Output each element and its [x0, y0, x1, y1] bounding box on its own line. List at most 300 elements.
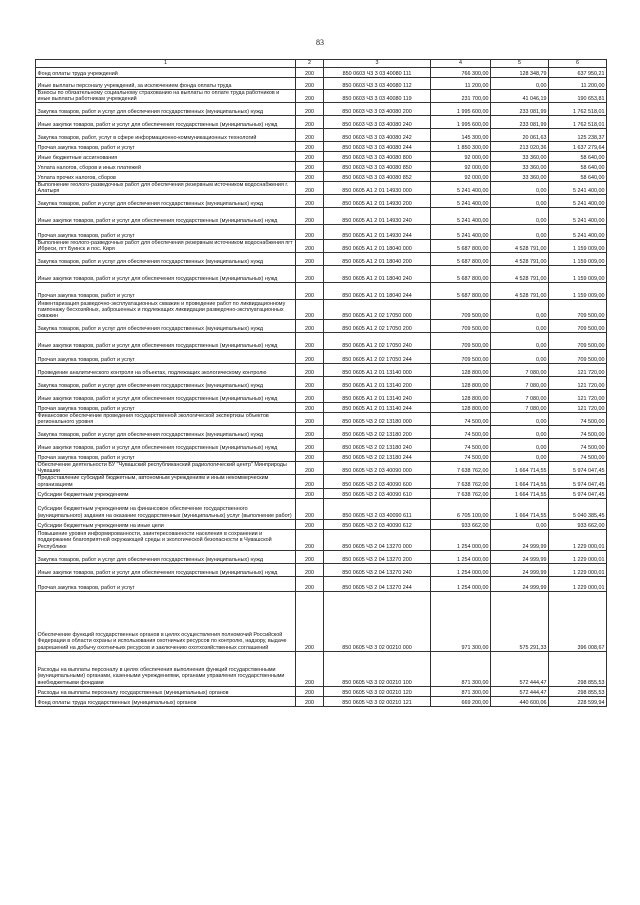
row-remaining-amount: 637 950,21 — [549, 68, 607, 78]
row-code: 200 — [296, 413, 324, 426]
table-row — [36, 253, 607, 266]
row-budget-classification: 850 0605 Ч3 3 02 00210 121 — [324, 696, 431, 706]
row-approved-amount: 5 687 800,00 — [431, 283, 491, 300]
row-approved-amount: 1 254 000,00 — [431, 576, 491, 591]
row-code: 200 — [296, 333, 324, 350]
row-code: 200 — [296, 651, 324, 686]
row-description: Иные закупки товаров, работ и услуг для обеспечения государственных (муниципальных) нужд — [36, 208, 296, 225]
row-budget-classification: 850 0605 А1 2 01 14930 240 — [324, 208, 431, 225]
row-description: Закупка товаров, работ, услуг в сфере информационно-коммуникационных технологий — [36, 129, 296, 142]
row-remaining-amount: 5 241 400,00 — [549, 208, 607, 225]
row-description: Иные закупки товаров, работ и услуг для обеспечения государственных (муниципальных) нужд — [36, 116, 296, 129]
row-executed-amount: 1 664 714,55 — [491, 475, 549, 488]
row-description: Прочая закупка товаров, работ и услуг — [36, 403, 296, 413]
row-budget-classification: 850 0603 Ч3 3 03 40080 244 — [324, 142, 431, 152]
row-remaining-amount: 1 159 009,00 — [549, 240, 607, 253]
row-executed-amount: 128 348,79 — [491, 68, 549, 78]
table-row — [36, 90, 607, 103]
row-approved-amount: 5 241 400,00 — [431, 208, 491, 225]
table-row — [36, 129, 607, 142]
table-row — [36, 576, 607, 591]
row-approved-amount: 971 300,00 — [431, 591, 491, 651]
row-description: Обеспечение деятельности БУ "Чувашский республиканский радиологический центр" Минприроды Чувашии — [36, 462, 296, 475]
row-executed-amount: 7 080,00 — [491, 403, 549, 413]
row-code: 200 — [296, 475, 324, 488]
table-row — [36, 266, 607, 283]
table-row — [36, 142, 607, 152]
row-budget-classification: 850 0605 А1 2 01 18040 244 — [324, 283, 431, 300]
table-row — [36, 103, 607, 116]
row-approved-amount: 1 995 600,00 — [431, 103, 491, 116]
row-remaining-amount: 5 040 385,45 — [549, 498, 607, 519]
row-remaining-amount: 1 159 009,00 — [549, 266, 607, 283]
row-remaining-amount: 1 762 518,01 — [549, 103, 607, 116]
column-header: 2 — [296, 60, 324, 68]
row-approved-amount: 7 638 762,00 — [431, 488, 491, 498]
table-row — [36, 475, 607, 488]
row-description: Прочая закупка товаров, работ и услуг — [36, 452, 296, 462]
row-executed-amount: 7 080,00 — [491, 364, 549, 377]
row-remaining-amount: 1 229 000,01 — [549, 576, 607, 591]
table-row — [36, 195, 607, 208]
table-row — [36, 519, 607, 529]
row-remaining-amount: 58 640,00 — [549, 172, 607, 182]
table-row — [36, 320, 607, 333]
row-code: 200 — [296, 129, 324, 142]
row-executed-amount: 0,00 — [491, 426, 549, 439]
row-approved-amount: 1 254 000,00 — [431, 550, 491, 563]
row-remaining-amount: 190 653,81 — [549, 90, 607, 103]
row-description: Уплата налогов, сборов и иных платежей — [36, 162, 296, 172]
row-remaining-amount: 1 159 009,00 — [549, 283, 607, 300]
row-remaining-amount: 74 500,00 — [549, 426, 607, 439]
row-description: Закупка товаров, работ и услуг для обеспечения государственных (муниципальных) нужд — [36, 253, 296, 266]
table-row — [36, 240, 607, 253]
row-code: 200 — [296, 78, 324, 90]
row-approved-amount: 709 500,00 — [431, 350, 491, 364]
row-code: 200 — [296, 364, 324, 377]
row-executed-amount: 4 528 791,00 — [491, 266, 549, 283]
table-row — [36, 162, 607, 172]
row-executed-amount: 0,00 — [491, 78, 549, 90]
table-row — [36, 439, 607, 452]
row-approved-amount: 11 200,00 — [431, 78, 491, 90]
row-executed-amount: 233 081,99 — [491, 116, 549, 129]
row-remaining-amount: 5 974 047,45 — [549, 475, 607, 488]
row-code: 200 — [296, 350, 324, 364]
row-description: Выполнение геолого-разведочных работ для обеспечения резервным источником водоснабжения г. Алатыря — [36, 182, 296, 195]
row-budget-classification: 850 0605 Ч3 2 02 13180 244 — [324, 452, 431, 462]
row-remaining-amount: 1 229 000,01 — [549, 550, 607, 563]
row-remaining-amount: 74 500,00 — [549, 439, 607, 452]
row-approved-amount: 145 300,00 — [431, 129, 491, 142]
table-row — [36, 403, 607, 413]
row-approved-amount: 766 300,00 — [431, 68, 491, 78]
row-executed-amount: 24 999,99 — [491, 563, 549, 576]
row-approved-amount: 74 500,00 — [431, 439, 491, 452]
row-code: 200 — [296, 686, 324, 696]
row-remaining-amount: 396 008,67 — [549, 591, 607, 651]
table-row — [36, 182, 607, 195]
table-row — [36, 686, 607, 696]
row-executed-amount: 0,00 — [491, 195, 549, 208]
row-remaining-amount: 1 159 009,00 — [549, 253, 607, 266]
row-executed-amount: 0,00 — [491, 182, 549, 195]
row-budget-classification: 850 0605 А1 2 02 17050 200 — [324, 320, 431, 333]
row-approved-amount: 1 995 600,00 — [431, 116, 491, 129]
row-code: 200 — [296, 426, 324, 439]
row-description: Закупка товаров, работ и услуг для обеспечения государственных (муниципальных) нужд — [36, 103, 296, 116]
row-remaining-amount: 709 500,00 — [549, 333, 607, 350]
row-remaining-amount: 1 229 000,01 — [549, 529, 607, 550]
row-executed-amount: 4 528 791,00 — [491, 240, 549, 253]
table-row — [36, 390, 607, 403]
row-remaining-amount: 58 640,00 — [549, 152, 607, 162]
row-budget-classification: 850 0605 Ч3 2 02 13180 240 — [324, 439, 431, 452]
row-executed-amount: 0,00 — [491, 320, 549, 333]
row-approved-amount: 709 500,00 — [431, 320, 491, 333]
row-description: Фонд оплаты труда учреждений — [36, 68, 296, 78]
row-approved-amount: 7 638 762,00 — [431, 462, 491, 475]
table-row — [36, 563, 607, 576]
row-executed-amount: 233 081,99 — [491, 103, 549, 116]
row-remaining-amount: 298 855,53 — [549, 651, 607, 686]
table-row — [36, 172, 607, 182]
table-row — [36, 377, 607, 390]
table-row — [36, 651, 607, 686]
row-approved-amount: 7 638 762,00 — [431, 475, 491, 488]
row-budget-classification: 850 0603 Ч3 3 03 40080 242 — [324, 129, 431, 142]
row-budget-classification: 850 0605 А1 2 01 13140 244 — [324, 403, 431, 413]
row-remaining-amount: 1 637 279,64 — [549, 142, 607, 152]
table-row — [36, 225, 607, 240]
row-approved-amount: 74 500,00 — [431, 452, 491, 462]
row-approved-amount: 92 000,00 — [431, 172, 491, 182]
row-remaining-amount: 121 720,00 — [549, 364, 607, 377]
budget-table — [35, 59, 607, 707]
row-budget-classification: 850 0603 Ч3 3 03 40080 111 — [324, 68, 431, 78]
row-budget-classification: 850 0603 Ч3 3 03 40080 800 — [324, 152, 431, 162]
row-description: Закупка товаров, работ и услуг для обеспечения государственных (муниципальных) нужд — [36, 426, 296, 439]
row-approved-amount: 5 687 800,00 — [431, 240, 491, 253]
column-header: 4 — [431, 60, 491, 68]
page-number: 83 — [316, 38, 324, 47]
row-budget-classification: 850 0603 Ч3 3 03 40080 119 — [324, 90, 431, 103]
row-code: 200 — [296, 462, 324, 475]
row-remaining-amount: 74 500,00 — [549, 452, 607, 462]
row-approved-amount: 933 662,00 — [431, 519, 491, 529]
row-approved-amount: 5 687 800,00 — [431, 253, 491, 266]
row-code: 200 — [296, 225, 324, 240]
row-budget-classification: 850 0605 Ч3 3 02 00210 100 — [324, 651, 431, 686]
row-budget-classification: 850 0605 А1 2 01 13140 000 — [324, 364, 431, 377]
table-row — [36, 488, 607, 498]
row-budget-classification: 850 0605 А1 2 01 14930 200 — [324, 195, 431, 208]
row-approved-amount: 74 500,00 — [431, 426, 491, 439]
row-approved-amount: 1 254 000,00 — [431, 529, 491, 550]
row-executed-amount: 0,00 — [491, 225, 549, 240]
table-body — [36, 68, 607, 707]
row-description: Прочая закупка товаров, работ и услуг — [36, 350, 296, 364]
row-executed-amount: 41 046,19 — [491, 90, 549, 103]
row-code: 200 — [296, 68, 324, 78]
row-code: 200 — [296, 182, 324, 195]
row-remaining-amount: 58 640,00 — [549, 162, 607, 172]
row-budget-classification: 850 0605 Ч3 2 03 40090 612 — [324, 519, 431, 529]
row-description: Иные бюджетные ассигнования — [36, 152, 296, 162]
row-code: 200 — [296, 403, 324, 413]
row-code: 200 — [296, 195, 324, 208]
row-budget-classification: 850 0603 Ч3 3 03 40080 850 — [324, 162, 431, 172]
row-description: Иные закупки товаров, работ и услуг для обеспечения государственных (муниципальных) нужд — [36, 563, 296, 576]
row-executed-amount: 33 360,00 — [491, 162, 549, 172]
row-budget-classification: 850 0605 Ч3 2 04 13270 240 — [324, 563, 431, 576]
row-budget-classification: 850 0605 А1 2 01 14930 244 — [324, 225, 431, 240]
row-executed-amount: 0,00 — [491, 333, 549, 350]
row-executed-amount: 33 360,00 — [491, 152, 549, 162]
row-description: Прочая закупка товаров, работ и услуг — [36, 283, 296, 300]
row-description: Закупка товаров, работ и услуг для обеспечения государственных (муниципальных) нужд — [36, 195, 296, 208]
row-code: 200 — [296, 300, 324, 320]
table-row — [36, 413, 607, 426]
row-description: Уплата прочих налогов, сборов — [36, 172, 296, 182]
column-header: 1 — [36, 60, 296, 68]
row-executed-amount: 0,00 — [491, 452, 549, 462]
row-approved-amount: 1 254 000,00 — [431, 563, 491, 576]
row-code: 200 — [296, 320, 324, 333]
row-approved-amount: 871 300,00 — [431, 686, 491, 696]
row-remaining-amount: 5 241 400,00 — [549, 182, 607, 195]
row-code: 200 — [296, 576, 324, 591]
row-remaining-amount: 121 720,00 — [549, 403, 607, 413]
row-executed-amount: 4 528 791,00 — [491, 253, 549, 266]
row-code: 200 — [296, 152, 324, 162]
row-budget-classification: 850 0605 А1 2 02 17050 244 — [324, 350, 431, 364]
row-executed-amount: 440 600,06 — [491, 696, 549, 706]
row-approved-amount: 92 000,00 — [431, 162, 491, 172]
row-approved-amount: 128 800,00 — [431, 377, 491, 390]
row-executed-amount: 0,00 — [491, 208, 549, 225]
row-remaining-amount: 228 599,94 — [549, 696, 607, 706]
row-description: Взносы по обязательному социальному страхованию на выплаты по оплате труда работников и иные выплаты работникам учреждений — [36, 90, 296, 103]
row-description: Предоставление субсидий бюджетным, автономным учреждениям и иным некоммерческим организациям — [36, 475, 296, 488]
row-remaining-amount: 121 720,00 — [549, 377, 607, 390]
row-budget-classification: 850 0605 Ч3 3 02 00210 120 — [324, 686, 431, 696]
table-row — [36, 498, 607, 519]
row-code: 200 — [296, 240, 324, 253]
row-description: Прочая закупка товаров, работ и услуг — [36, 142, 296, 152]
row-executed-amount: 572 444,47 — [491, 686, 549, 696]
row-approved-amount: 871 300,00 — [431, 651, 491, 686]
row-remaining-amount: 5 974 047,45 — [549, 462, 607, 475]
table-row — [36, 333, 607, 350]
row-budget-classification: 850 0605 Ч3 2 04 13270 000 — [324, 529, 431, 550]
row-remaining-amount: 709 500,00 — [549, 350, 607, 364]
table-header-row — [36, 60, 607, 68]
row-description: Прочая закупка товаров, работ и услуг — [36, 576, 296, 591]
row-code: 200 — [296, 208, 324, 225]
row-executed-amount: 0,00 — [491, 413, 549, 426]
row-description: Расходы на выплаты персоналу в целях обеспечения выполнения функций государственными (муниципальными) органами, казенными учреждениями, органами управления государственными внебюджетными фондами — [36, 651, 296, 686]
row-description: Фонд оплаты труда государственных (муниципальных) органов — [36, 696, 296, 706]
row-executed-amount: 0,00 — [491, 519, 549, 529]
row-description: Субсидии бюджетным учреждениям на финансовое обеспечение государственного (муниципального) задания на оказание государственных (муниципальных) услуг (выполнение работ) — [36, 498, 296, 519]
row-approved-amount: 92 000,00 — [431, 152, 491, 162]
row-approved-amount: 5 241 400,00 — [431, 182, 491, 195]
row-remaining-amount: 709 500,00 — [549, 320, 607, 333]
table-row — [36, 426, 607, 439]
row-budget-classification: 850 0605 Ч3 2 02 13180 200 — [324, 426, 431, 439]
row-description: Иные закупки товаров, работ и услуг для обеспечения государственных (муниципальных) нужд — [36, 439, 296, 452]
column-header: 6 — [549, 60, 607, 68]
row-executed-amount: 7 080,00 — [491, 390, 549, 403]
row-approved-amount: 5 241 400,00 — [431, 225, 491, 240]
row-description: Прочая закупка товаров, работ и услуг — [36, 225, 296, 240]
row-code: 200 — [296, 90, 324, 103]
row-approved-amount: 5 241 400,00 — [431, 195, 491, 208]
row-remaining-amount: 11 200,00 — [549, 78, 607, 90]
row-remaining-amount: 121 720,00 — [549, 390, 607, 403]
row-budget-classification: 850 0605 А1 2 01 13140 240 — [324, 390, 431, 403]
row-budget-classification: 850 0605 А1 2 02 17050 240 — [324, 333, 431, 350]
row-code: 200 — [296, 550, 324, 563]
row-remaining-amount: 5 974 047,45 — [549, 488, 607, 498]
row-executed-amount: 7 080,00 — [491, 377, 549, 390]
row-remaining-amount: 1 229 000,01 — [549, 563, 607, 576]
row-code: 200 — [296, 696, 324, 706]
row-description: Финансовое обеспечение проведения государственной экологической экспертизы объектов регионального уровня — [36, 413, 296, 426]
row-description: Закупка товаров, работ и услуг для обеспечения государственных (муниципальных) нужд — [36, 377, 296, 390]
row-executed-amount: 0,00 — [491, 439, 549, 452]
table-row — [36, 208, 607, 225]
row-budget-classification: 850 0605 Ч3 2 03 40090 600 — [324, 475, 431, 488]
row-description: Субсидии бюджетным учреждениям — [36, 488, 296, 498]
row-remaining-amount: 74 500,00 — [549, 413, 607, 426]
row-budget-classification: 850 0603 Ч3 3 03 40080 852 — [324, 172, 431, 182]
row-code: 200 — [296, 529, 324, 550]
row-code: 200 — [296, 103, 324, 116]
row-budget-classification: 850 0605 Ч3 3 02 00210 000 — [324, 591, 431, 651]
row-executed-amount: 572 444,47 — [491, 651, 549, 686]
row-remaining-amount: 709 500,00 — [549, 300, 607, 320]
row-code: 200 — [296, 452, 324, 462]
row-approved-amount: 128 800,00 — [431, 403, 491, 413]
row-approved-amount: 709 500,00 — [431, 333, 491, 350]
row-executed-amount: 0,00 — [491, 300, 549, 320]
row-executed-amount: 33 360,00 — [491, 172, 549, 182]
row-executed-amount: 0,00 — [491, 350, 549, 364]
row-executed-amount: 4 528 791,00 — [491, 283, 549, 300]
table-row — [36, 68, 607, 78]
table-row — [36, 152, 607, 162]
row-approved-amount: 669 200,00 — [431, 696, 491, 706]
column-header: 5 — [491, 60, 549, 68]
row-description: Закупка товаров, работ и услуг для обеспечения государственных (муниципальных) нужд — [36, 320, 296, 333]
row-executed-amount: 20 061,63 — [491, 129, 549, 142]
table-row — [36, 78, 607, 90]
row-description: Выполнение геолого-разведочных работ для обеспечения резервным источником водоснабжения пгт Ибреси, пгт Буинск и пос. Киря — [36, 240, 296, 253]
row-code: 200 — [296, 563, 324, 576]
row-code: 200 — [296, 116, 324, 129]
row-budget-classification: 850 0605 А1 2 01 18040 200 — [324, 253, 431, 266]
row-approved-amount: 74 500,00 — [431, 413, 491, 426]
table-row — [36, 350, 607, 364]
row-executed-amount: 1 664 714,55 — [491, 462, 549, 475]
row-budget-classification: 850 0605 Ч3 2 03 40090 611 — [324, 498, 431, 519]
row-remaining-amount: 5 241 400,00 — [549, 225, 607, 240]
row-budget-classification: 850 0605 Ч3 2 03 40090 610 — [324, 488, 431, 498]
row-budget-classification: 850 0605 Ч3 2 02 13180 000 — [324, 413, 431, 426]
row-description: Иные закупки товаров, работ и услуг для обеспечения государственных (муниципальных) нужд — [36, 266, 296, 283]
row-remaining-amount: 298 855,53 — [549, 686, 607, 696]
row-approved-amount: 128 800,00 — [431, 390, 491, 403]
row-description: Иные закупки товаров, работ и услуг для обеспечения государственных (муниципальных) нужд — [36, 333, 296, 350]
row-description: Субсидии бюджетным учреждениям на иные цели — [36, 519, 296, 529]
table-row — [36, 283, 607, 300]
row-executed-amount: 24 999,99 — [491, 529, 549, 550]
row-budget-classification: 850 0605 Ч3 2 04 13270 200 — [324, 550, 431, 563]
row-description: Обеспечение функций государственных органов в целях осуществления полномочий Российской Федерации в области охраны и использования охотничьих ресурсов по контролю, надзору, выдаче разрешений на добычу охотничьих ресурсов и заключению охотхозяйственных соглашений — [36, 591, 296, 651]
row-budget-classification: 850 0605 Ч3 2 04 13270 244 — [324, 576, 431, 591]
row-code: 200 — [296, 390, 324, 403]
table-row — [36, 364, 607, 377]
row-approved-amount: 6 705 100,00 — [431, 498, 491, 519]
row-budget-classification: 850 0603 Ч3 3 03 40080 240 — [324, 116, 431, 129]
row-approved-amount: 5 687 800,00 — [431, 266, 491, 283]
row-executed-amount: 1 664 714,55 — [491, 488, 549, 498]
table-row — [36, 116, 607, 129]
row-budget-classification: 850 0603 Ч3 3 03 40080 112 — [324, 78, 431, 90]
row-code: 200 — [296, 283, 324, 300]
row-description: Проведение аналитического контроля на объектах, подлежащих экологическому контролю — [36, 364, 296, 377]
table-row — [36, 300, 607, 320]
table-row — [36, 529, 607, 550]
row-remaining-amount: 125 238,37 — [549, 129, 607, 142]
row-budget-classification: 850 0605 А1 2 02 17050 000 — [324, 300, 431, 320]
row-description: Иные выплаты персоналу учреждений, за исключением фонда оплаты труда — [36, 78, 296, 90]
row-code: 200 — [296, 377, 324, 390]
table-row — [36, 696, 607, 706]
row-budget-classification: 850 0605 А1 2 01 14930 000 — [324, 182, 431, 195]
row-description: Расходы на выплаты персоналу государственных (муниципальных) органов — [36, 686, 296, 696]
row-code: 200 — [296, 519, 324, 529]
row-budget-classification: 850 0603 Ч3 3 03 40080 200 — [324, 103, 431, 116]
row-code: 200 — [296, 488, 324, 498]
row-budget-classification: 850 0605 А1 2 01 18040 000 — [324, 240, 431, 253]
row-description: Закупка товаров, работ и услуг для обеспечения государственных (муниципальных) нужд — [36, 550, 296, 563]
row-executed-amount: 24 999,99 — [491, 550, 549, 563]
column-header: 3 — [324, 60, 431, 68]
row-code: 200 — [296, 172, 324, 182]
row-executed-amount: 213 020,36 — [491, 142, 549, 152]
row-executed-amount: 24 999,99 — [491, 576, 549, 591]
row-budget-classification: 850 0605 А1 2 01 13140 200 — [324, 377, 431, 390]
row-code: 200 — [296, 439, 324, 452]
row-code: 200 — [296, 142, 324, 152]
row-approved-amount: 709 500,00 — [431, 300, 491, 320]
row-code: 200 — [296, 253, 324, 266]
row-executed-amount: 1 664 714,55 — [491, 498, 549, 519]
row-remaining-amount: 5 241 400,00 — [549, 195, 607, 208]
table-row — [36, 550, 607, 563]
row-code: 200 — [296, 266, 324, 283]
row-budget-classification: 850 0605 Ч3 2 03 40090 000 — [324, 462, 431, 475]
row-remaining-amount: 933 662,00 — [549, 519, 607, 529]
row-code: 200 — [296, 162, 324, 172]
row-approved-amount: 128 800,00 — [431, 364, 491, 377]
row-budget-classification: 850 0605 А1 2 01 18040 240 — [324, 266, 431, 283]
table-row — [36, 462, 607, 475]
